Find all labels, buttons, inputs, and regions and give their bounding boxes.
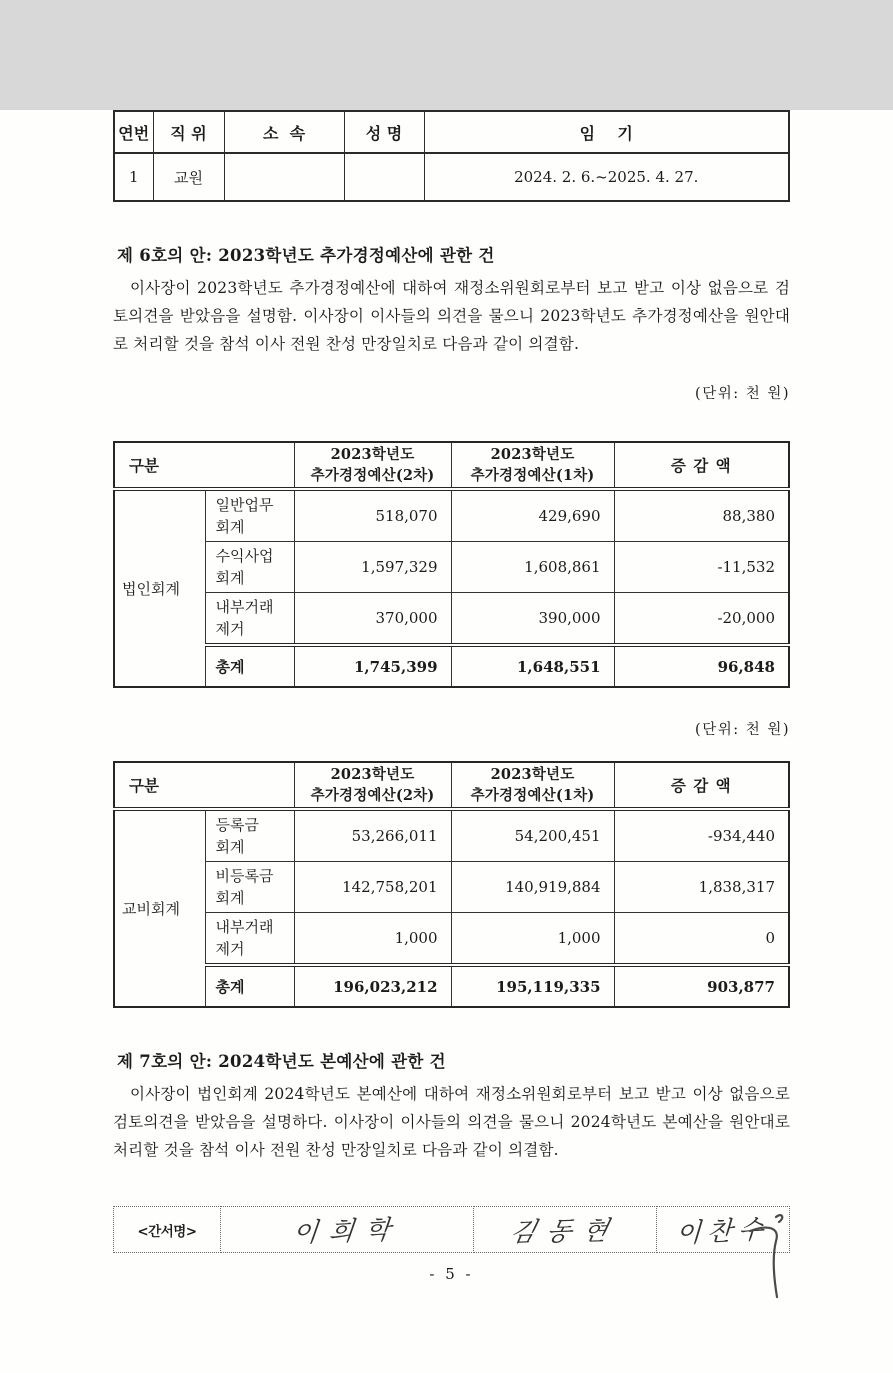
value-1st-cell: 54,200,451 (451, 809, 614, 862)
officer-no-cell: 1 (114, 153, 153, 201)
row-label-line2: 회계 (215, 569, 245, 587)
officer-row (114, 153, 789, 201)
value-diff-cell: -20,000 (614, 593, 789, 646)
row-label-cell (205, 593, 294, 646)
value-2nd-cell: 518,070 (294, 489, 451, 542)
gubun-header-cell (114, 762, 294, 809)
officer-table (113, 110, 790, 202)
total-label: 총계 (215, 977, 245, 996)
budget-2nd-line1: 2023학년도 (330, 766, 415, 783)
signature-cell-3 (657, 1207, 790, 1253)
value-diff-cell: -934,440 (614, 809, 789, 862)
budget-2nd-header-cell (294, 442, 451, 489)
signature-name: 이희학 (290, 1215, 403, 1249)
budget-1st-line2: 추가경정예산(1차) (470, 787, 595, 804)
value-1st-cell: 140,919,884 (451, 862, 614, 913)
signature-cell-1 (221, 1207, 474, 1253)
diff-header-cell: 증 감 액 (614, 442, 789, 489)
corp-budget-total-row (114, 645, 789, 687)
corp-budget-row (114, 593, 789, 646)
unit-note-2: (단위: 천 원) (695, 722, 790, 738)
value-diff-cell: 1,838,317 (614, 862, 789, 913)
school-budget-table (113, 761, 790, 1008)
budget-2nd-header-cell (294, 762, 451, 809)
page-number: - 5 - (429, 1265, 474, 1283)
gubun-header-cell (114, 442, 294, 489)
budget-2nd-line2: 추가경정예산(2차) (310, 467, 435, 484)
officer-header-row (114, 111, 789, 153)
row-label-line2: 회계 (215, 518, 245, 536)
value-1st-cell: 1,000 (451, 913, 614, 966)
officer-header-no: 연번 (114, 111, 153, 153)
value-2nd-cell: 142,758,201 (294, 862, 451, 913)
total-diff-cell: 903,877 (614, 965, 789, 1007)
total-diff-cell: 96,848 (614, 645, 789, 687)
value-diff-cell: 0 (614, 913, 789, 966)
signature-name: 김동현 (506, 1216, 623, 1249)
row-label-cell (205, 913, 294, 966)
row-label-line1: 내부거래 (215, 918, 274, 936)
row-label-line1: 등록금 (215, 816, 259, 834)
gubun-label: 구분 (129, 456, 159, 475)
officer-header-affiliation: 소 속 (224, 111, 344, 153)
row-label-cell (205, 809, 294, 862)
value-diff-cell: -11,532 (614, 542, 789, 593)
budget-2nd-line1: 2023학년도 (330, 446, 415, 463)
signature-name: 이찬수 (675, 1214, 771, 1250)
school-group-label: 교비회계 (122, 900, 180, 918)
agenda7-body: 이사장이 법인회계 2024학년도 본예산에 대하여 재정소위원회로부터 보고 받고 이상 없음으로 검토의견을 받았음을 설명하다. 이사장이 이사들의 의견을 물으니 2024학년도 본예산을 원안대로 처리할 것을 참석 이사 전원 찬성 만장일치로 다음과 같이 의결함. (113, 1085, 790, 1159)
school-group-cell (114, 809, 205, 1007)
officer-term-cell: 2024. 2. 6.~2025. 4. 27. (424, 153, 789, 201)
row-label-line2: 회계 (215, 889, 245, 907)
document-page (0, 110, 893, 1373)
row-label-line1: 내부거래 (215, 598, 274, 616)
officer-affiliation-cell (224, 153, 344, 201)
total-2nd-cell: 1,745,399 (294, 645, 451, 687)
page-content (0, 110, 893, 1283)
budget-1st-line1: 2023학년도 (490, 446, 575, 463)
value-2nd-cell: 1,597,329 (294, 542, 451, 593)
gubun-label: 구분 (129, 776, 159, 795)
officer-header-name: 성 명 (344, 111, 424, 153)
value-2nd-cell: 370,000 (294, 593, 451, 646)
signature-label-cell: <간서명> (114, 1207, 221, 1253)
school-budget-header-row (114, 762, 789, 809)
row-label-line2: 제거 (215, 620, 245, 638)
total-1st-cell: 1,648,551 (451, 645, 614, 687)
officer-header-term: 임 기 (424, 111, 789, 153)
budget-1st-line2: 추가경정예산(1차) (470, 467, 595, 484)
officer-position-cell: 교원 (153, 153, 224, 201)
total-1st-cell: 195,119,335 (451, 965, 614, 1007)
school-budget-total-row (114, 965, 789, 1007)
row-label-line1: 비등록금 (215, 867, 274, 885)
total-label: 총계 (215, 657, 245, 676)
total-label-cell (205, 645, 294, 687)
total-2nd-cell: 196,023,212 (294, 965, 451, 1007)
corp-group-cell (114, 489, 205, 687)
value-1st-cell: 429,690 (451, 489, 614, 542)
corp-budget-row (114, 542, 789, 593)
row-label-line1: 수익사업 (215, 547, 274, 565)
value-2nd-cell: 53,266,011 (294, 809, 451, 862)
row-label-line2: 제거 (215, 940, 245, 958)
officer-name-cell (344, 153, 424, 201)
value-1st-cell: 390,000 (451, 593, 614, 646)
school-budget-row (114, 862, 789, 913)
diff-header-cell: 증 감 액 (614, 762, 789, 809)
agenda6-body: 이사장이 2023학년도 추가경정예산에 대하여 재정소위원회로부터 보고 받고 이상 없음으로 검토의견을 받았음을 설명함. 이사장이 이사들의 의견을 물으니 2023학년도 추가경정예산을 원안대로 처리할 것을 참석 이사 전원 찬성 만장일치로 다음과 같이 의결함. (113, 279, 790, 353)
value-diff-cell: 88,380 (614, 489, 789, 542)
row-label-line1: 일반업무 (215, 496, 274, 514)
unit-note-1: (단위: 천 원) (695, 386, 790, 402)
school-budget-row (114, 913, 789, 966)
signature-cell-2 (474, 1207, 657, 1253)
total-label-cell (205, 965, 294, 1007)
corp-group-label: 법인회계 (122, 580, 180, 598)
row-label-cell (205, 489, 294, 542)
agenda6-title: 제 6호의 안: 2023학년도 추가경정예산에 관한 건 (117, 246, 495, 265)
budget-1st-line1: 2023학년도 (490, 766, 575, 783)
corp-budget-row (114, 489, 789, 542)
value-1st-cell: 1,608,861 (451, 542, 614, 593)
budget-1st-header-cell (451, 442, 614, 489)
row-label-line2: 회계 (215, 838, 245, 856)
officer-header-position: 직 위 (153, 111, 224, 153)
value-2nd-cell: 1,000 (294, 913, 451, 966)
budget-1st-header-cell (451, 762, 614, 809)
agenda7-title: 제 7호의 안: 2024학년도 본예산에 관한 건 (117, 1052, 446, 1071)
corp-budget-header-row (114, 442, 789, 489)
signature-row (114, 1207, 790, 1253)
row-label-cell (205, 862, 294, 913)
row-label-cell (205, 542, 294, 593)
signature-table (113, 1206, 790, 1253)
corp-budget-table (113, 441, 790, 688)
school-budget-row (114, 809, 789, 862)
budget-2nd-line2: 추가경정예산(2차) (310, 787, 435, 804)
